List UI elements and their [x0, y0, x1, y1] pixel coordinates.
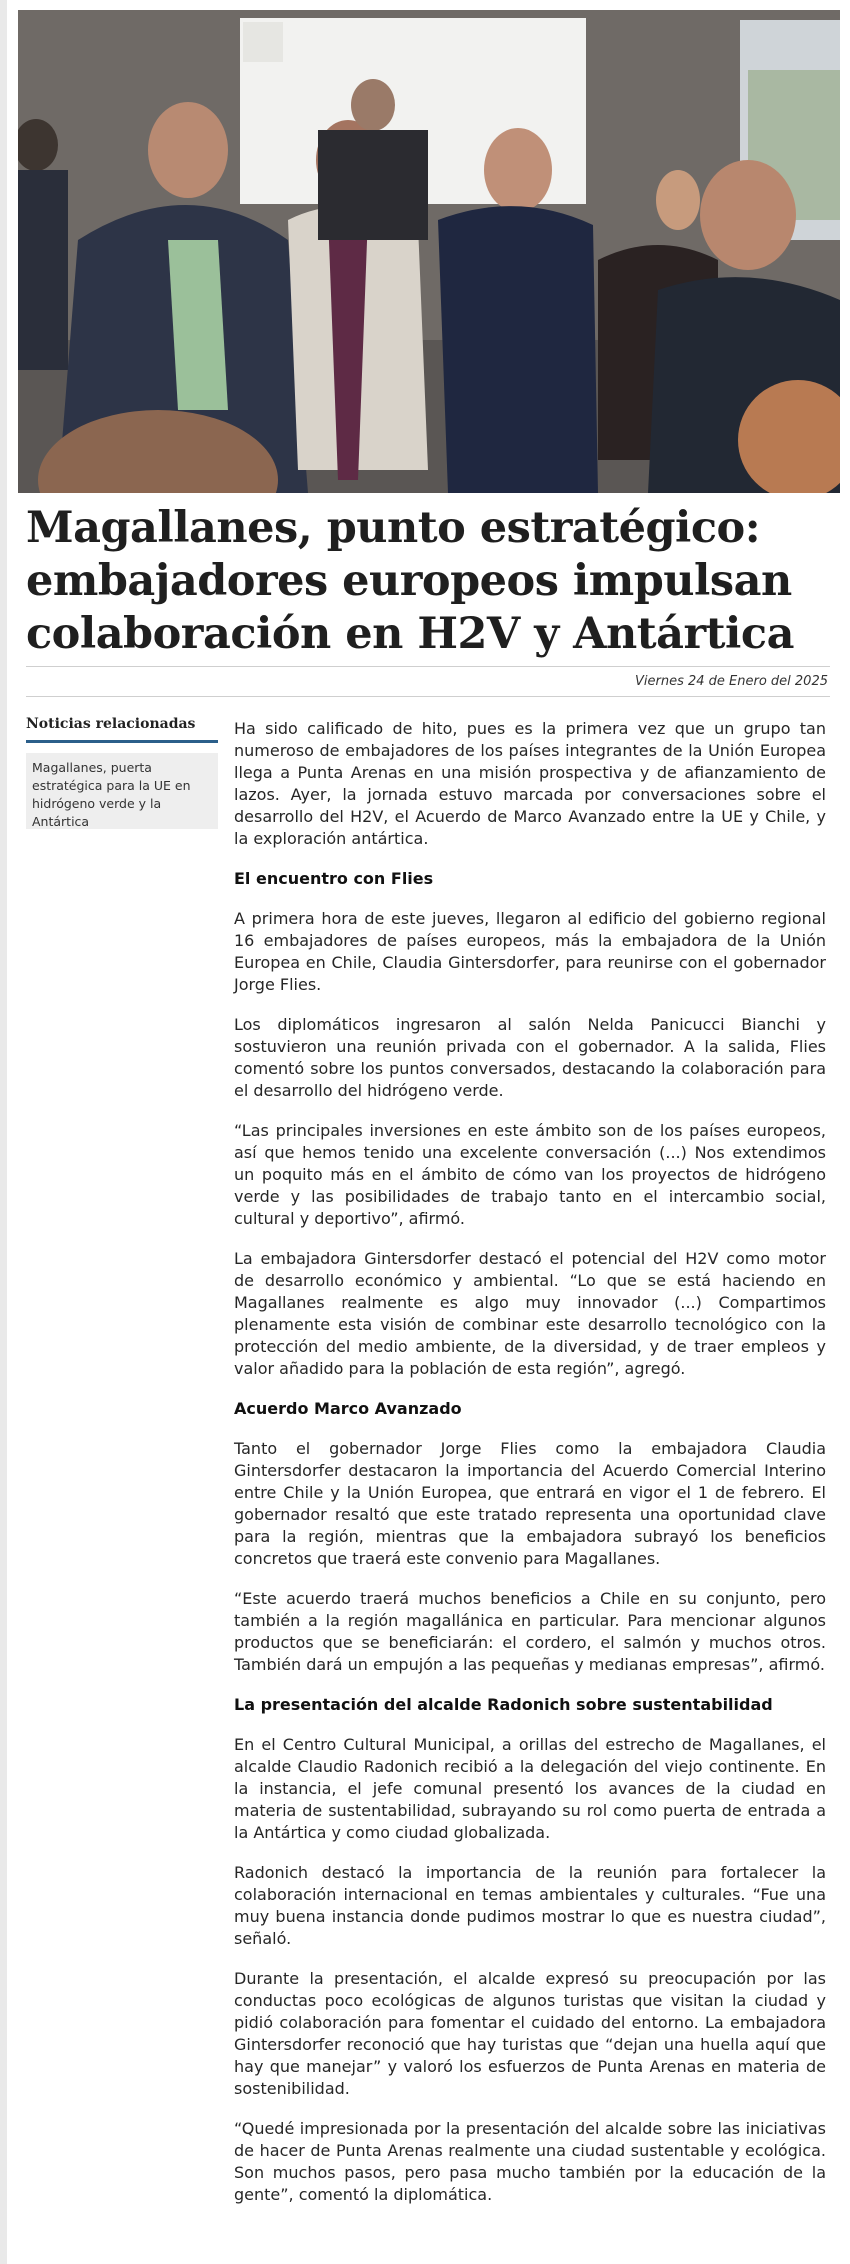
paragraph: Tanto el gobernador Jorge Flies como la embajadora Claudia Gintersdorfer destacaron la importancia del Acuerdo Comercial Interino entre Chile y la Unión Europea, que entrará en vigor el 1 de febrero. El gobernador resaltó que este tratado representa una oportunidad clave para la región, mientras que la embajadora subrayó los beneficios concretos que traerá este convenio para Magallanes.	[234, 1439, 826, 1568]
paragraph: La embajadora Gintersdorfer destacó el potencial del H2V como motor de desarrollo económico y ambiental. “Lo que se está haciendo en Magallanes realmente es algo muy innovador (...) Compartimos plenamente esta visión de combinar este desarrollo tecnológico con la protección del medio ambiente, de la diversidad, y de traer empleos y valor añadido para la población de esta región”, agregó.	[234, 1249, 826, 1378]
article-date: Viernes 24 de Enero del 2025	[634, 674, 828, 689]
article-photo	[18, 10, 840, 493]
related-news-sidebar	[26, 716, 218, 829]
paragraph: “Quedé impresionada por la presentación del alcalde sobre las iniciativas de hacer de Punta Arenas realmente una ciudad sustentable y ecológica. Son muchos pasos, pero pasa mucho también por la educación de la gente”, comentó la diplomática.	[234, 2119, 826, 2204]
paragraph: Ha sido calificado de hito, pues es la primera vez que un grupo tan numeroso de embajadores de los países integrantes de la Unión Europea llega a Punta Arenas en una misión prospectiva y de afianzamiento de lazos. Ayer, la jornada estuvo marcada por conversaciones sobre el desarrollo del H2V, el Acuerdo de Marco Avanzado entre la UE y Chile, y la exploración antártica.	[234, 719, 826, 848]
related-news-heading: Noticias relacionadas	[26, 716, 218, 743]
section-heading: El encuentro con Flies	[234, 869, 434, 888]
paragraph: A primera hora de este jueves, llegaron al edificio del gobierno regional 16 embajadores de países europeos, más la embajadora de la Unión Europea en Chile, Claudia Gintersdorfer, para reunirse con el gobernador Jorge Flies.	[234, 909, 826, 994]
paragraph: “Las principales inversiones en este ámbito son de los países europeos, así que hemos tenido una excelente conversación (...) Nos extendimos un poquito más en el ámbito de cómo van los proyectos de hidrógeno verde y las posibilidades de trabajo tanto en el intercambio social, cultural y deportivo”, afirmó.	[234, 1121, 826, 1228]
paragraph: Los diplomáticos ingresaron al salón Nelda Panicucci Bianchi y sostuvieron una reunión privada con el gobernador. A la salida, Flies comentó sobre los puntos conversados, destacando la colaboración para el desarrollo del hidrógeno verde.	[234, 1015, 826, 1100]
paragraph: Durante la presentación, el alcalde expresó su preocupación por las conductas poco ecológicas de algunos turistas que visitan la ciudad y pidió colaboración para fomentar el cuidado del entorno. La embajadora Gintersdorfer reconoció que hay turistas que “dejan una huella aquí que hay que manejar” y valoró los esfuerzos de Punta Arenas en materia de sostenibilidad.	[234, 1969, 826, 2098]
date-divider	[26, 696, 830, 697]
section-heading: Acuerdo Marco Avanzado	[234, 1399, 462, 1418]
paragraph: En el Centro Cultural Municipal, a orillas del estrecho de Magallanes, el alcalde Claudio Radonich recibió a la delegación del viejo continente. En la instancia, el jefe comunal presentó los avances de la ciudad en materia de sustentabilidad, subrayando su rol como puerta de entrada a la Antártica y como ciudad globalizada.	[234, 1735, 826, 1842]
left-edge-bar	[0, 0, 7, 2264]
section-heading: La presentación del alcalde Radonich sobre sustentabilidad	[234, 1695, 773, 1714]
article-title: Magallanes, punto estratégico: embajadores europeos impulsan colaboración en H2V y Antártica	[26, 503, 794, 659]
photo-icon	[18, 10, 840, 493]
related-news-item[interactable]: Magallanes, puerta estratégica para la UE en hidrógeno verde y la Antártica	[26, 753, 218, 829]
paragraph: Radonich destacó la importancia de la reunión para fortalecer la colaboración internacional en temas ambientales y culturales. “Fue una muy buena instancia donde pudimos mostrar lo que es nuestra ciudad”, señaló.	[234, 1863, 826, 1948]
article-body	[234, 718, 826, 2224]
paragraph: “Este acuerdo traerá muchos beneficios a Chile en su conjunto, pero también a la región magallánica en particular. Para mencionar algunos productos que se beneficiarán: el cordero, el salmón y muchos otros. También dará un empujón a las pequeñas y medianas empresas”, afirmó.	[234, 1589, 826, 1674]
title-divider	[26, 666, 830, 667]
